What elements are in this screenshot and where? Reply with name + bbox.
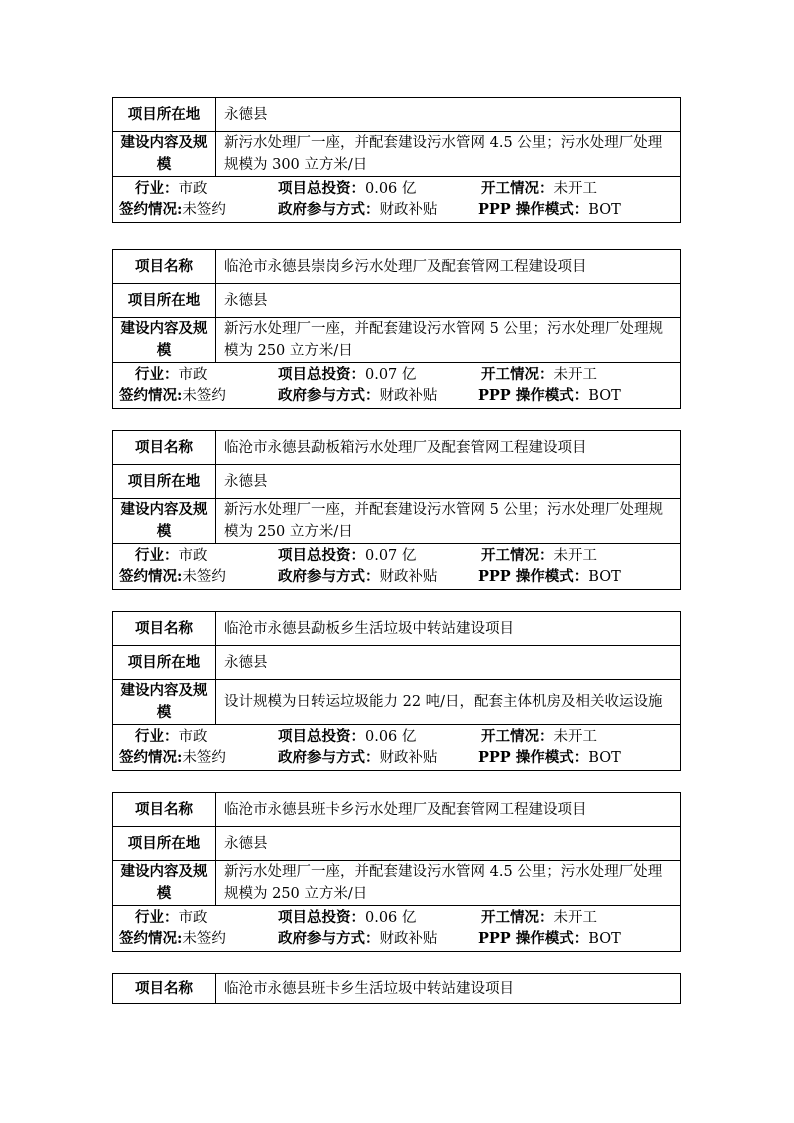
industry-label: 行业：: [135, 547, 179, 564]
content-row: [113, 861, 680, 906]
location-label: 项目所在地: [113, 827, 216, 860]
investment-label: 项目总投资：: [278, 366, 365, 383]
signing-label: 签约情况:: [119, 749, 183, 766]
gov-mode-label: 政府参与方式：: [278, 201, 380, 218]
content-row: [113, 680, 680, 725]
project-card-1: [112, 249, 681, 409]
signing-label: 签约情况:: [119, 930, 183, 947]
ppp-mode-value: BOT: [588, 388, 621, 404]
start-value: 未开工: [553, 181, 597, 197]
location-label: 项目所在地: [113, 98, 216, 131]
project-card-3: [112, 611, 681, 771]
ppp-mode-label: PPP 操作模式：: [478, 387, 589, 404]
investment-label: 项目总投资：: [278, 547, 365, 564]
ppp-mode-label: PPP 操作模式：: [478, 930, 589, 947]
name-value: 临沧市永德县班卡乡生活垃圾中转站建设项目: [224, 980, 514, 997]
name-row: [113, 612, 680, 646]
content-row: [113, 318, 680, 363]
name-label: 项目名称: [113, 431, 216, 464]
location-label: 项目所在地: [113, 465, 216, 498]
meta-block: [113, 363, 680, 408]
signing-value: 未签约: [182, 569, 226, 585]
ppp-mode-label: PPP 操作模式：: [478, 568, 589, 585]
content-value: 新污水处理厂一座，并配套建设污水管网 4.5 公里；污水处理厂处理规模为 250 立方米/日: [224, 864, 663, 902]
industry-value: 市政: [178, 181, 208, 197]
gov-mode-label: 政府参与方式：: [278, 387, 380, 404]
investment-value: 0.06 亿: [365, 181, 417, 197]
content-label: 建设内容及规模: [113, 499, 216, 543]
content-row: [113, 499, 680, 544]
content-value: 新污水处理厂一座，并配套建设污水管网 4.5 公里；污水处理厂处理规模为 300 立方米/日: [224, 135, 663, 173]
name-row: [113, 974, 680, 1003]
meta-block: [113, 177, 680, 222]
name-label: 项目名称: [113, 793, 216, 826]
project-card-5: [112, 973, 681, 1004]
start-value: 未开工: [553, 729, 597, 745]
investment-value: 0.06 亿: [365, 910, 417, 926]
industry-label: 行业：: [135, 728, 179, 745]
investment-value: 0.07 亿: [365, 367, 417, 383]
content-value: 设计规模为日转运垃圾能力 22 吨/日，配套主体机房及相关收运设施: [224, 694, 663, 710]
location-row: [113, 827, 680, 861]
ppp-mode-value: BOT: [588, 202, 621, 218]
industry-value: 市政: [178, 910, 208, 926]
location-row: [113, 646, 680, 680]
investment-value: 0.06 亿: [365, 729, 417, 745]
gov-mode-label: 政府参与方式：: [278, 568, 380, 585]
location-label: 项目所在地: [113, 284, 216, 317]
gov-mode-value: 财政补贴: [379, 388, 438, 404]
location-value: 永德县: [224, 106, 268, 123]
location-value: 永德县: [224, 654, 268, 671]
gov-mode-value: 财政补贴: [379, 569, 438, 585]
name-value: 临沧市永德县崇岗乡污水处理厂及配套管网工程建设项目: [224, 258, 587, 275]
name-value: 临沧市永德县班卡乡污水处理厂及配套管网工程建设项目: [224, 801, 587, 818]
location-row: [113, 465, 680, 499]
location-value: 永德县: [224, 292, 268, 309]
meta-block: [113, 906, 680, 951]
signing-value: 未签约: [182, 750, 226, 766]
start-label: 开工情况：: [481, 180, 554, 197]
ppp-mode-value: BOT: [588, 931, 621, 947]
content-label: 建设内容及规模: [113, 680, 216, 724]
signing-label: 签约情况:: [119, 387, 183, 404]
meta-block: [113, 544, 680, 589]
name-value: 临沧市永德县勐板乡生活垃圾中转站建设项目: [224, 620, 514, 637]
content-row: [113, 132, 680, 177]
ppp-mode-label: PPP 操作模式：: [478, 749, 589, 766]
signing-value: 未签约: [182, 202, 226, 218]
start-label: 开工情况：: [481, 547, 554, 564]
industry-label: 行业：: [135, 909, 179, 926]
name-row: [113, 250, 680, 284]
ppp-mode-value: BOT: [588, 569, 621, 585]
gov-mode-value: 财政补贴: [379, 931, 438, 947]
meta-block: [113, 725, 680, 770]
content-value: 新污水处理厂一座，并配套建设污水管网 5 公里；污水处理厂处理规模为 250 立方米/日: [224, 321, 663, 359]
start-value: 未开工: [553, 910, 597, 926]
investment-label: 项目总投资：: [278, 180, 365, 197]
gov-mode-label: 政府参与方式：: [278, 930, 380, 947]
content-value: 新污水处理厂一座，并配套建设污水管网 5 公里；污水处理厂处理规模为 250 立方米/日: [224, 502, 663, 540]
industry-label: 行业：: [135, 366, 179, 383]
location-row: [113, 98, 680, 132]
content-label: 建设内容及规模: [113, 132, 216, 176]
signing-value: 未签约: [182, 388, 226, 404]
signing-label: 签约情况:: [119, 568, 183, 585]
gov-mode-label: 政府参与方式：: [278, 749, 380, 766]
industry-value: 市政: [178, 548, 208, 564]
project-card-0: [112, 97, 681, 223]
name-label: 项目名称: [113, 250, 216, 283]
investment-label: 项目总投资：: [278, 909, 365, 926]
industry-value: 市政: [178, 367, 208, 383]
name-value: 临沧市永德县勐板箱污水处理厂及配套管网工程建设项目: [224, 439, 587, 456]
industry-value: 市政: [178, 729, 208, 745]
investment-label: 项目总投资：: [278, 728, 365, 745]
content-label: 建设内容及规模: [113, 318, 216, 362]
ppp-mode-label: PPP 操作模式：: [478, 201, 589, 218]
name-row: [113, 793, 680, 827]
signing-label: 签约情况:: [119, 201, 183, 218]
start-value: 未开工: [553, 367, 597, 383]
start-value: 未开工: [553, 548, 597, 564]
gov-mode-value: 财政补贴: [379, 202, 438, 218]
signing-value: 未签约: [182, 931, 226, 947]
location-row: [113, 284, 680, 318]
project-card-4: [112, 792, 681, 952]
investment-value: 0.07 亿: [365, 548, 417, 564]
content-label: 建设内容及规模: [113, 861, 216, 905]
start-label: 开工情况：: [481, 728, 554, 745]
ppp-mode-value: BOT: [588, 750, 621, 766]
start-label: 开工情况：: [481, 366, 554, 383]
project-card-2: [112, 430, 681, 590]
location-value: 永德县: [224, 835, 268, 852]
location-label: 项目所在地: [113, 646, 216, 679]
location-value: 永德县: [224, 473, 268, 490]
industry-label: 行业：: [135, 180, 179, 197]
name-label: 项目名称: [113, 974, 216, 1003]
name-label: 项目名称: [113, 612, 216, 645]
gov-mode-value: 财政补贴: [379, 750, 438, 766]
start-label: 开工情况：: [481, 909, 554, 926]
name-row: [113, 431, 680, 465]
